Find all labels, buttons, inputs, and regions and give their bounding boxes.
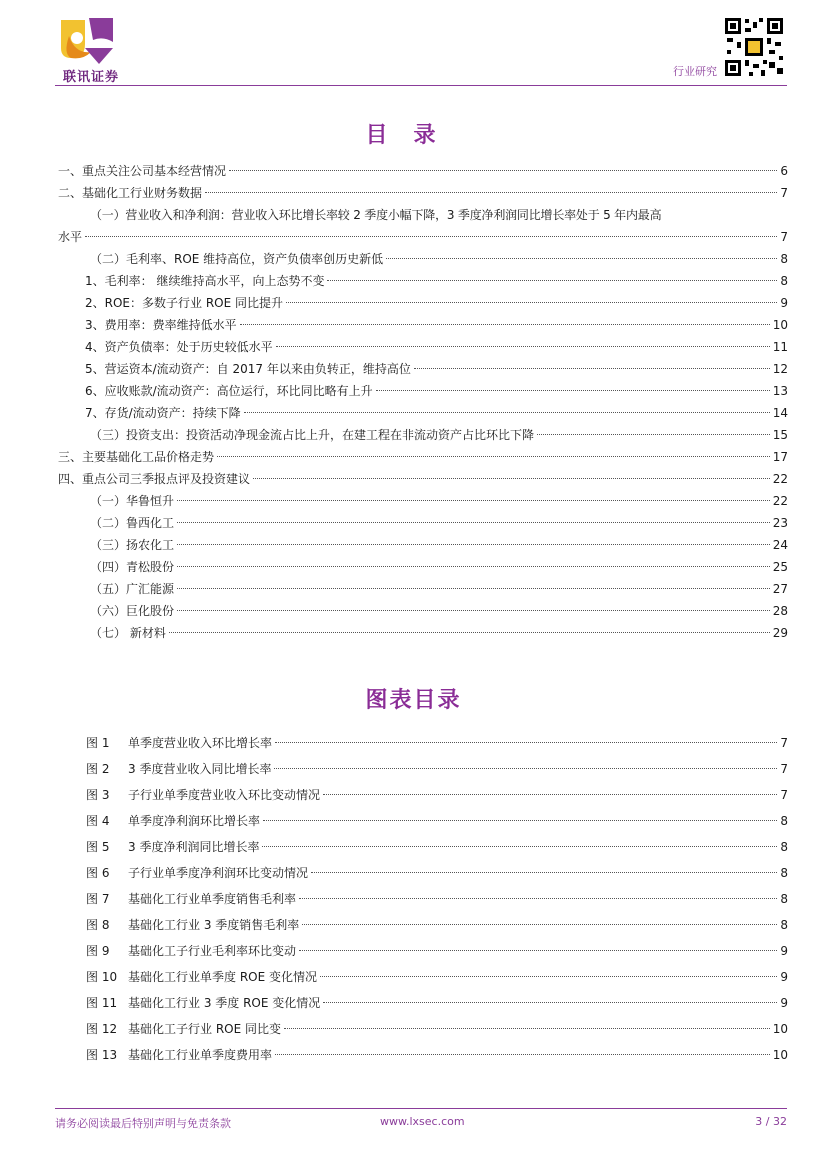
toc-entry[interactable]: 二、基础化工行业财务数据 7 <box>58 186 788 200</box>
toc-entry[interactable]: 5、营运资本/流动资产：自 2017 年以来由负转正，维持高位 12 <box>85 362 788 376</box>
page-header <box>0 0 827 92</box>
toc-entry[interactable]: 一、重点关注公司基本经营情况 6 <box>58 164 788 178</box>
footer-website-link[interactable]: www.lxsec.com <box>380 1115 465 1128</box>
figure-entry[interactable]: 图 9 基础化工子行业毛利率环比变动 9 <box>86 944 788 958</box>
logo-mark-icon <box>55 14 127 66</box>
toc-entry[interactable]: （二）毛利率、ROE 维持高位，资产负债率创历史新低 8 <box>90 252 788 266</box>
toc-entry[interactable]: （二）鲁西化工 23 <box>90 516 788 530</box>
toc-entry[interactable]: （四）青松股份 25 <box>90 560 788 574</box>
footer-disclaimer: 请务必阅读最后特别声明与免责条款 <box>55 1117 231 1130</box>
figure-entry[interactable]: 图 1 单季度营业收入环比增长率 7 <box>86 736 788 750</box>
figure-entry[interactable]: 图 2 3 季度营业收入同比增长率 7 <box>86 762 788 776</box>
figure-entry[interactable]: 图 4 单季度净利润环比增长率 8 <box>86 814 788 828</box>
figure-entry[interactable]: 图 7 基础化工行业单季度销售毛利率 8 <box>86 892 788 906</box>
page-indicator: 3 / 32 <box>755 1115 787 1128</box>
toc-entry[interactable]: 7、存货/流动资产：持续下降 14 <box>85 406 788 420</box>
footer-divider <box>55 1108 787 1109</box>
toc-entry[interactable]: 1、毛利率： 继续维持高水平，向上态势不变 8 <box>85 274 788 288</box>
toc-entry[interactable]: （一）华鲁恒升 22 <box>90 494 788 508</box>
toc-entry[interactable]: 4、资产负债率：处于历史较低水平 11 <box>85 340 788 354</box>
toc-entry[interactable]: 6、应收账款/流动资产：高位运行，环比同比略有上升 13 <box>85 384 788 398</box>
toc-entry[interactable]: （一）营业收入和净利润：营业收入环比增长率较 2 季度小幅下降，3 季度净利润同比增长率处于 5 年内最高 水平 7 <box>58 208 788 244</box>
figure-entry[interactable]: 图 11 基础化工行业 3 季度 ROE 变化情况 9 <box>86 996 788 1010</box>
report-type-label: 行业研究 <box>673 65 717 78</box>
figure-entry[interactable]: 图 12 基础化工子行业 ROE 同比变 10 <box>86 1022 788 1036</box>
figure-entry[interactable]: 图 3 子行业单季度营业收入环比变动情况 7 <box>86 788 788 802</box>
toc-entry[interactable]: （三）投资支出：投资活动净现金流占比上升，在建工程在非流动资产占比环比下降 15 <box>90 428 788 442</box>
figure-entry[interactable]: 图 6 子行业单季度净利润环比变动情况 8 <box>86 866 788 880</box>
toc-entry[interactable]: （七） 新材料 29 <box>90 626 788 640</box>
toc-entry[interactable]: （六）巨化股份 28 <box>90 604 788 618</box>
toc-title: 目录 <box>365 123 462 148</box>
figure-entry[interactable]: 图 8 基础化工行业 3 季度销售毛利率 8 <box>86 918 788 932</box>
figure-entry[interactable]: 图 13 基础化工行业单季度费用率 10 <box>86 1048 788 1062</box>
figure-entry[interactable]: 图 10 基础化工行业单季度 ROE 变化情况 9 <box>86 970 788 984</box>
toc-entry[interactable]: 三、主要基础化工品价格走势 17 <box>58 450 788 464</box>
figure-list <box>86 732 788 1070</box>
table-of-contents <box>58 160 788 644</box>
logo-text: 联讯证券 <box>62 70 119 85</box>
toc-entry[interactable]: 3、费用率：费率维持低水平 10 <box>85 318 788 332</box>
header-divider <box>55 85 787 86</box>
toc-entry[interactable]: （三）扬农化工 24 <box>90 538 788 552</box>
company-logo <box>55 14 127 84</box>
toc-entry[interactable]: （五）广汇能源 27 <box>90 582 788 596</box>
figure-entry[interactable]: 图 5 3 季度净利润同比增长率 8 <box>86 840 788 854</box>
qr-code-icon <box>723 16 785 78</box>
figure-list-title: 图表目录 <box>365 688 462 713</box>
toc-entry[interactable]: 2、ROE：多数子行业 ROE 同比提升 9 <box>85 296 788 310</box>
toc-entry[interactable]: 四、重点公司三季报点评及投资建议 22 <box>58 472 788 486</box>
